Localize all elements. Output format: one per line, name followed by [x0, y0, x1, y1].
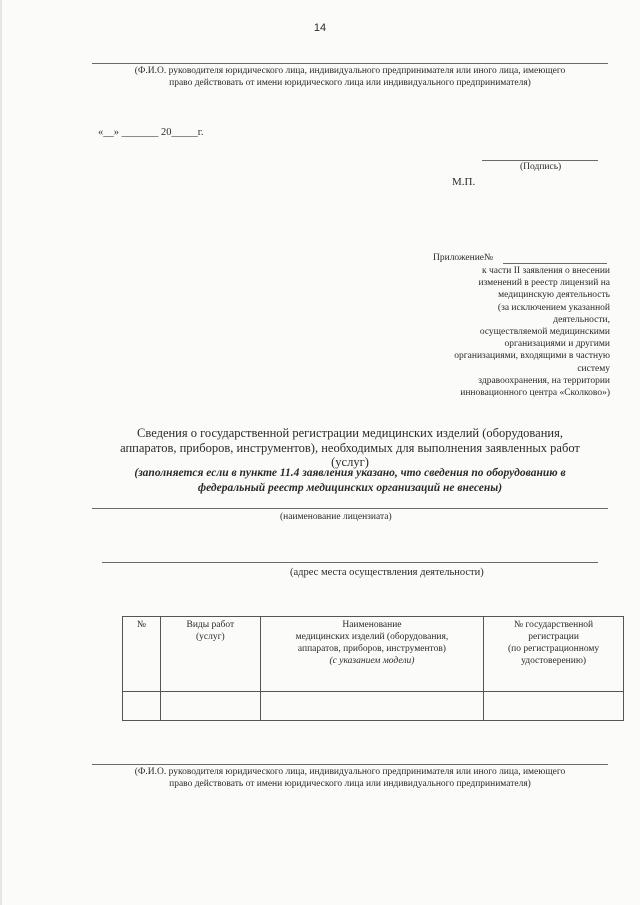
- licensee-line: [92, 508, 608, 509]
- header-registration-line1: № государственной: [514, 620, 594, 630]
- page-number: 14: [313, 22, 327, 34]
- appendix-number-line: [503, 263, 607, 264]
- fio-caption-top: [92, 65, 608, 89]
- table-header-row: [123, 617, 624, 692]
- fio-caption-bottom: [92, 766, 608, 790]
- fio-caption-top-line2: право действовать от имени юридического лица или индивидуального предпринимателя): [169, 78, 531, 88]
- header-registration-line4: удостоверению): [521, 656, 587, 666]
- appendix-line: инновационного центра «Сколково»): [460, 388, 610, 399]
- heading-note-line1: (заполняется если в пункте 11.4 заявления указано, что сведения по оборудованию в: [134, 467, 566, 479]
- date-field: «__» _______ 20_____г.: [98, 127, 204, 138]
- fio-line-bottom: [92, 764, 608, 765]
- header-devices-line3: аппаратов, приборов, инструментов): [297, 644, 446, 654]
- header-cell-works: [160, 617, 260, 692]
- heading-line1: Сведения о государственной регистрации медицинских изделий (оборудования,: [137, 426, 563, 440]
- address-caption: (адрес места осуществления деятельности): [290, 567, 484, 578]
- appendix-line: деятельности,: [553, 314, 610, 325]
- fio-caption-bottom-line1: (Ф.И.О. руководителя юридического лица, индивидуального предпринимателя или иного лица, имеющего: [134, 767, 566, 777]
- appendix-number-label: Приложение№: [433, 253, 494, 263]
- scan-edge: [0, 0, 2, 905]
- licensee-caption: (наименование лицензиата): [280, 512, 392, 522]
- appendix-reference: [420, 265, 610, 399]
- header-cell-registration: [484, 617, 624, 692]
- header-cell-devices: [260, 617, 483, 692]
- header-devices-line4: (с указанием модели): [329, 656, 415, 666]
- header-cell-number: [123, 617, 161, 692]
- appendix-line: систему: [577, 363, 610, 374]
- signature-caption: (Подпись): [520, 162, 562, 172]
- header-registration-line2: регистрации: [528, 632, 579, 642]
- header-devices-line1: Наименование: [342, 620, 402, 630]
- address-line: [102, 562, 598, 563]
- header-works-line2: (услуг): [195, 632, 225, 642]
- appendix-line: осуществляемой медицинскими: [479, 327, 610, 338]
- heading-line3: (услуг): [331, 455, 369, 469]
- table-row: [123, 692, 624, 721]
- stamp-label: М.П.: [452, 176, 476, 188]
- fio-caption-bottom-line2: право действовать от имени юридического лица или индивидуального предпринимателя): [169, 779, 531, 789]
- signature-line: [482, 160, 598, 161]
- header-registration-line3: (по регистрационному: [507, 644, 600, 654]
- header-devices-line2: медицинских изделий (оборудования,: [295, 632, 449, 642]
- heading-line2: аппаратов, приборов, инструментов), необходимых для выполнения заявленных работ: [120, 440, 580, 455]
- table-cell[interactable]: [160, 692, 260, 721]
- appendix-line: к части II заявления о внесении: [481, 266, 610, 276]
- heading-note: [88, 466, 612, 496]
- registration-table: [122, 616, 624, 721]
- header-works-line1: Виды работ: [186, 620, 235, 630]
- appendix-line: (за исключением указанной: [497, 302, 610, 313]
- appendix-line: организациями, входящими в частную: [454, 351, 610, 362]
- appendix-line: медицинскую деятельность: [498, 290, 610, 301]
- appendix-line: изменений в реестр лицензий на: [478, 278, 610, 289]
- appendix-line: организациями и другими: [504, 339, 610, 350]
- table-cell[interactable]: [484, 692, 624, 721]
- appendix-line: здравоохранения, на территории: [478, 375, 610, 386]
- fio-line-top: [92, 63, 608, 64]
- heading-note-line2: федеральный реестр медицинских организаций не внесены): [197, 482, 503, 494]
- table-cell[interactable]: [260, 692, 483, 721]
- fio-caption-top-line1: (Ф.И.О. руководителя юридического лица, индивидуального предпринимателя или иного лица, имеющего: [134, 66, 566, 76]
- section-heading: [90, 426, 610, 470]
- table-cell[interactable]: [123, 692, 161, 721]
- header-number-label: №: [136, 620, 146, 630]
